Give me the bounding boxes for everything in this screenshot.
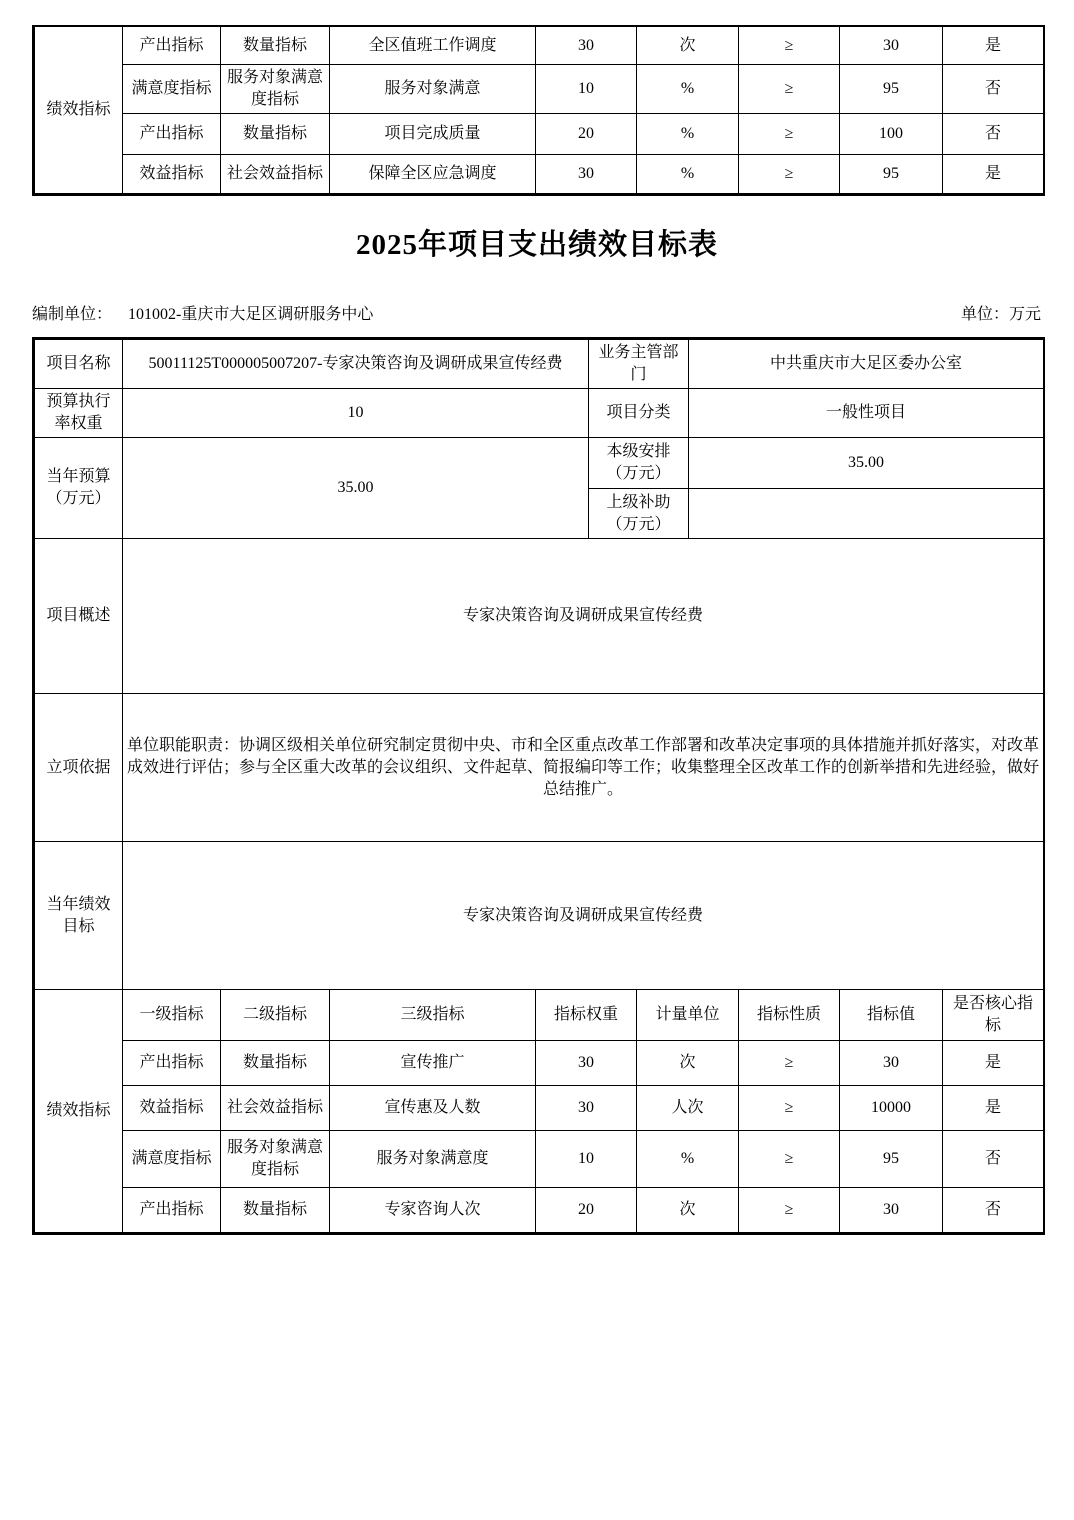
- table-row: [35, 694, 1044, 842]
- cell-indicator-value: 100: [840, 114, 943, 155]
- prepared-by-value: 101002-重庆市大足区调研服务中心: [128, 306, 374, 323]
- cell-level1-indicator: 效益指标: [123, 155, 221, 194]
- table-row: [35, 1188, 1044, 1233]
- project-performance-target-table: [32, 337, 1045, 1235]
- performance-indicators-band: [34, 989, 1044, 1233]
- header-unit: 计量单位: [637, 990, 739, 1041]
- cell-unit: %: [637, 114, 739, 155]
- cell-indicator-value: 30: [840, 26, 943, 65]
- cell-level2-indicator: 服务对象满意度指标: [221, 65, 330, 114]
- table-row: [35, 26, 1044, 65]
- table-row: [35, 438, 1044, 489]
- cell-level1-indicator: 产出指标: [123, 1188, 221, 1233]
- cell-indicator-value: 95: [840, 155, 943, 194]
- superior-subsidy-value: [689, 489, 1044, 539]
- table-row: [35, 389, 1044, 438]
- table-row: [35, 842, 1044, 990]
- cell-level3-indicator: 服务对象满意: [330, 65, 536, 114]
- cell-is-core: 否: [943, 1188, 1044, 1233]
- cell-is-core: 否: [943, 1131, 1044, 1188]
- category-value: 一般性项目: [689, 389, 1044, 438]
- header-level1: 一级指标: [123, 990, 221, 1041]
- cell-indicator-nature: ≥: [739, 1188, 840, 1233]
- header-nature: 指标性质: [739, 990, 840, 1041]
- header-weight: 指标权重: [536, 990, 637, 1041]
- annual-budget-label: 当年预算（万元）: [35, 438, 123, 539]
- header-level2: 二级指标: [221, 990, 330, 1041]
- unit-note: 单位：万元: [960, 306, 1041, 323]
- cell-level1-indicator: 产出指标: [123, 1041, 221, 1086]
- row-header-performance-indicators: 绩效指标: [35, 26, 123, 194]
- budget-rate-label: 预算执行率权重: [35, 389, 123, 438]
- cell-level3-indicator: 宣传推广: [330, 1041, 536, 1086]
- cell-indicator-value: 10000: [840, 1086, 943, 1131]
- basis-value: 单位职能职责：协调区级相关单位研究制定贯彻中央、市和全区重点改革工作部署和改革决定事项的具体措施并抓好落实，对改革成效进行评估；参与全区重大改革的会议组织、文件起草、简报编印等工作；收集整理全区改革工作的创新举措和先进经验，做好总结推广。: [123, 694, 1044, 842]
- cell-unit: 次: [637, 1188, 739, 1233]
- cell-level1-indicator: 产出指标: [123, 26, 221, 65]
- header-level3: 三级指标: [330, 990, 536, 1041]
- cell-level2-indicator: 数量指标: [221, 26, 330, 65]
- dept-value: 中共重庆市大足区委办公室: [689, 340, 1044, 389]
- cell-unit: 次: [637, 26, 739, 65]
- cell-level2-indicator: 数量指标: [221, 114, 330, 155]
- project-description-band: [34, 538, 1044, 990]
- project-name-label: 项目名称: [35, 340, 123, 389]
- cell-indicator-weight: 30: [536, 26, 637, 65]
- prepared-by-label: 编制单位：: [32, 306, 113, 323]
- local-arrangement-label: 本级安排（万元）: [589, 438, 689, 489]
- cell-unit: %: [637, 1131, 739, 1188]
- cell-level3-indicator: 服务对象满意度: [330, 1131, 536, 1188]
- table-row: [35, 65, 1044, 114]
- cell-indicator-value: 95: [840, 1131, 943, 1188]
- cell-is-core: 是: [943, 1041, 1044, 1086]
- table-row: [35, 539, 1044, 694]
- cell-indicator-weight: 10: [536, 1131, 637, 1188]
- cell-level3-indicator: 保障全区应急调度: [330, 155, 536, 194]
- cell-indicator-value: 30: [840, 1041, 943, 1086]
- cell-indicator-nature: ≥: [739, 1131, 840, 1188]
- cell-indicator-nature: ≥: [739, 26, 840, 65]
- cell-indicator-weight: 20: [536, 114, 637, 155]
- cell-indicator-weight: 30: [536, 155, 637, 194]
- prepared-by: [32, 301, 373, 324]
- cell-indicator-value: 95: [840, 65, 943, 114]
- cell-unit: 人次: [637, 1086, 739, 1131]
- table-row: [35, 155, 1044, 194]
- cell-indicator-nature: ≥: [739, 155, 840, 194]
- prev-performance-table: [32, 25, 1045, 196]
- superior-subsidy-label: 上级补助（万元）: [589, 489, 689, 539]
- row-header-performance-indicators: 绩效指标: [35, 990, 123, 1233]
- cell-indicator-value: 30: [840, 1188, 943, 1233]
- dept-label: 业务主管部门: [589, 340, 689, 389]
- cell-is-core: 是: [943, 1086, 1044, 1131]
- table-row: [35, 114, 1044, 155]
- cell-level1-indicator: 满意度指标: [123, 1131, 221, 1188]
- cell-indicator-nature: ≥: [739, 1041, 840, 1086]
- cell-indicator-nature: ≥: [739, 114, 840, 155]
- cell-indicator-weight: 10: [536, 65, 637, 114]
- cell-unit: %: [637, 65, 739, 114]
- local-arrangement-value: 35.00: [689, 438, 1044, 489]
- cell-level1-indicator: 满意度指标: [123, 65, 221, 114]
- cell-level3-indicator: 项目完成质量: [330, 114, 536, 155]
- cell-unit: 次: [637, 1041, 739, 1086]
- page-title: 2025年项目支出绩效目标表: [355, 229, 718, 261]
- cell-level2-indicator: 数量指标: [221, 1188, 330, 1233]
- table-header-row: [35, 990, 1044, 1041]
- overview-label: 项目概述: [35, 539, 123, 694]
- table-row: [35, 1086, 1044, 1131]
- project-name-value: 50011125T000005007207-专家决策咨询及调研成果宣传经费: [123, 340, 589, 389]
- header-is-core: 是否核心指标: [943, 990, 1044, 1041]
- annual-target-label: 当年绩效目标: [35, 842, 123, 990]
- header-value: 指标值: [840, 990, 943, 1041]
- cell-level3-indicator: 宣传惠及人数: [330, 1086, 536, 1131]
- cell-indicator-weight: 30: [536, 1086, 637, 1131]
- info-line: [32, 301, 1041, 324]
- cell-indicator-weight: 30: [536, 1041, 637, 1086]
- cell-level2-indicator: 数量指标: [221, 1041, 330, 1086]
- annual-target-value: 专家决策咨询及调研成果宣传经费: [123, 842, 1044, 990]
- cell-indicator-nature: ≥: [739, 1086, 840, 1131]
- basis-label: 立项依据: [35, 694, 123, 842]
- table-row: [35, 1131, 1044, 1188]
- cell-level3-indicator: 专家咨询人次: [330, 1188, 536, 1233]
- cell-level2-indicator: 社会效益指标: [221, 1086, 330, 1131]
- cell-level2-indicator: 社会效益指标: [221, 155, 330, 194]
- cell-is-core: 是: [943, 26, 1044, 65]
- cell-level3-indicator: 全区值班工作调度: [330, 26, 536, 65]
- category-label: 项目分类: [589, 389, 689, 438]
- cell-level2-indicator: 服务对象满意度指标: [221, 1131, 330, 1188]
- table-row: [35, 340, 1044, 389]
- table-row: [35, 1041, 1044, 1086]
- cell-indicator-weight: 20: [536, 1188, 637, 1233]
- cell-indicator-nature: ≥: [739, 65, 840, 114]
- cell-level1-indicator: 效益指标: [123, 1086, 221, 1131]
- cell-level1-indicator: 产出指标: [123, 114, 221, 155]
- project-info-band: [34, 339, 1044, 539]
- budget-rate-value: 10: [123, 389, 589, 438]
- cell-is-core: 否: [943, 114, 1044, 155]
- cell-unit: %: [637, 155, 739, 194]
- cell-is-core: 否: [943, 65, 1044, 114]
- annual-budget-value: 35.00: [123, 438, 589, 539]
- cell-is-core: 是: [943, 155, 1044, 194]
- overview-value: 专家决策咨询及调研成果宣传经费: [123, 539, 1044, 694]
